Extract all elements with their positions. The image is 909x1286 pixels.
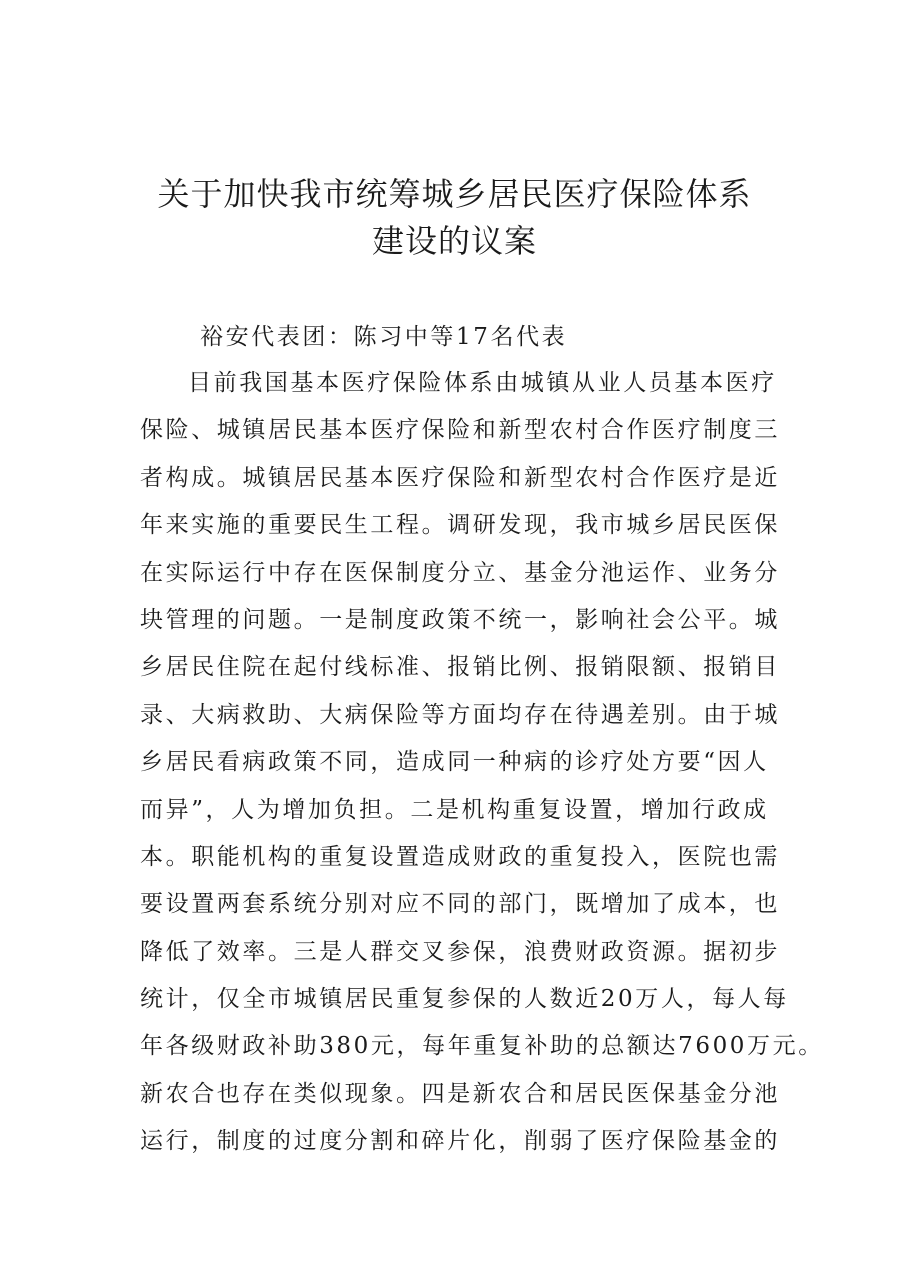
- paragraph-line: 统计，仅全市城镇居民重复参保的人数近20万人，每人每: [140, 986, 789, 1013]
- paragraph-line: 目前我国基本医疗保险体系由城镇从业人员基本医疗: [188, 370, 777, 396]
- paragraph-line: 年各级财政补助380元，每年重复补助的总额达7600万元。: [140, 1033, 824, 1060]
- paragraph-line: 而异”，人为增加负担。二是机构重复设置，增加行政成: [140, 796, 769, 823]
- paragraph-line: 录、大病救助、大病保险等方面均存在待遇差别。由于城: [140, 701, 780, 728]
- paragraph-line: 要设置两套系统分别对应不同的部门，既增加了成本，也: [140, 891, 780, 918]
- paragraph-line: 保险、城镇居民基本医疗保险和新型农村合作医疗制度三: [140, 417, 780, 444]
- paragraph-line: 块管理的问题。一是制度政策不统一，影响社会公平。城: [140, 606, 780, 633]
- paragraph-line: 降低了效率。三是人群交叉参保，浪费财政资源。据初步: [140, 938, 780, 965]
- document-title-line-2: 建设的议案: [371, 222, 537, 260]
- author-line: 裕安代表团：陈习中等17名代表: [200, 324, 568, 350]
- paragraph-line: 在实际运行中存在医保制度分立、基金分池运作、业务分: [140, 559, 780, 586]
- paragraph-line: 年来实施的重要民生工程。调研发现，我市城乡居民医保: [140, 512, 780, 539]
- paragraph-line: 运行，制度的过度分割和碎片化，削弱了医疗保险基金的: [140, 1128, 780, 1155]
- paragraph-line: 新农合也存在类似现象。四是新农合和居民医保基金分池: [140, 1080, 780, 1107]
- paragraph-line: 乡居民住院在起付线标准、报销比例、报销限额、报销目: [140, 654, 780, 681]
- document-title-line-1: 关于加快我市统筹城乡居民医疗保险体系: [157, 175, 752, 213]
- body-paragraph: [140, 366, 824, 1172]
- paragraph-line: 本。职能机构的重复设置造成财政的重复投入，医院也需: [140, 843, 780, 870]
- paragraph-line: 乡居民看病政策不同，造成同一种病的诊疗处方要“因人: [140, 749, 769, 776]
- paragraph-line: 者构成。城镇居民基本医疗保险和新型农村合作医疗是近: [140, 464, 780, 491]
